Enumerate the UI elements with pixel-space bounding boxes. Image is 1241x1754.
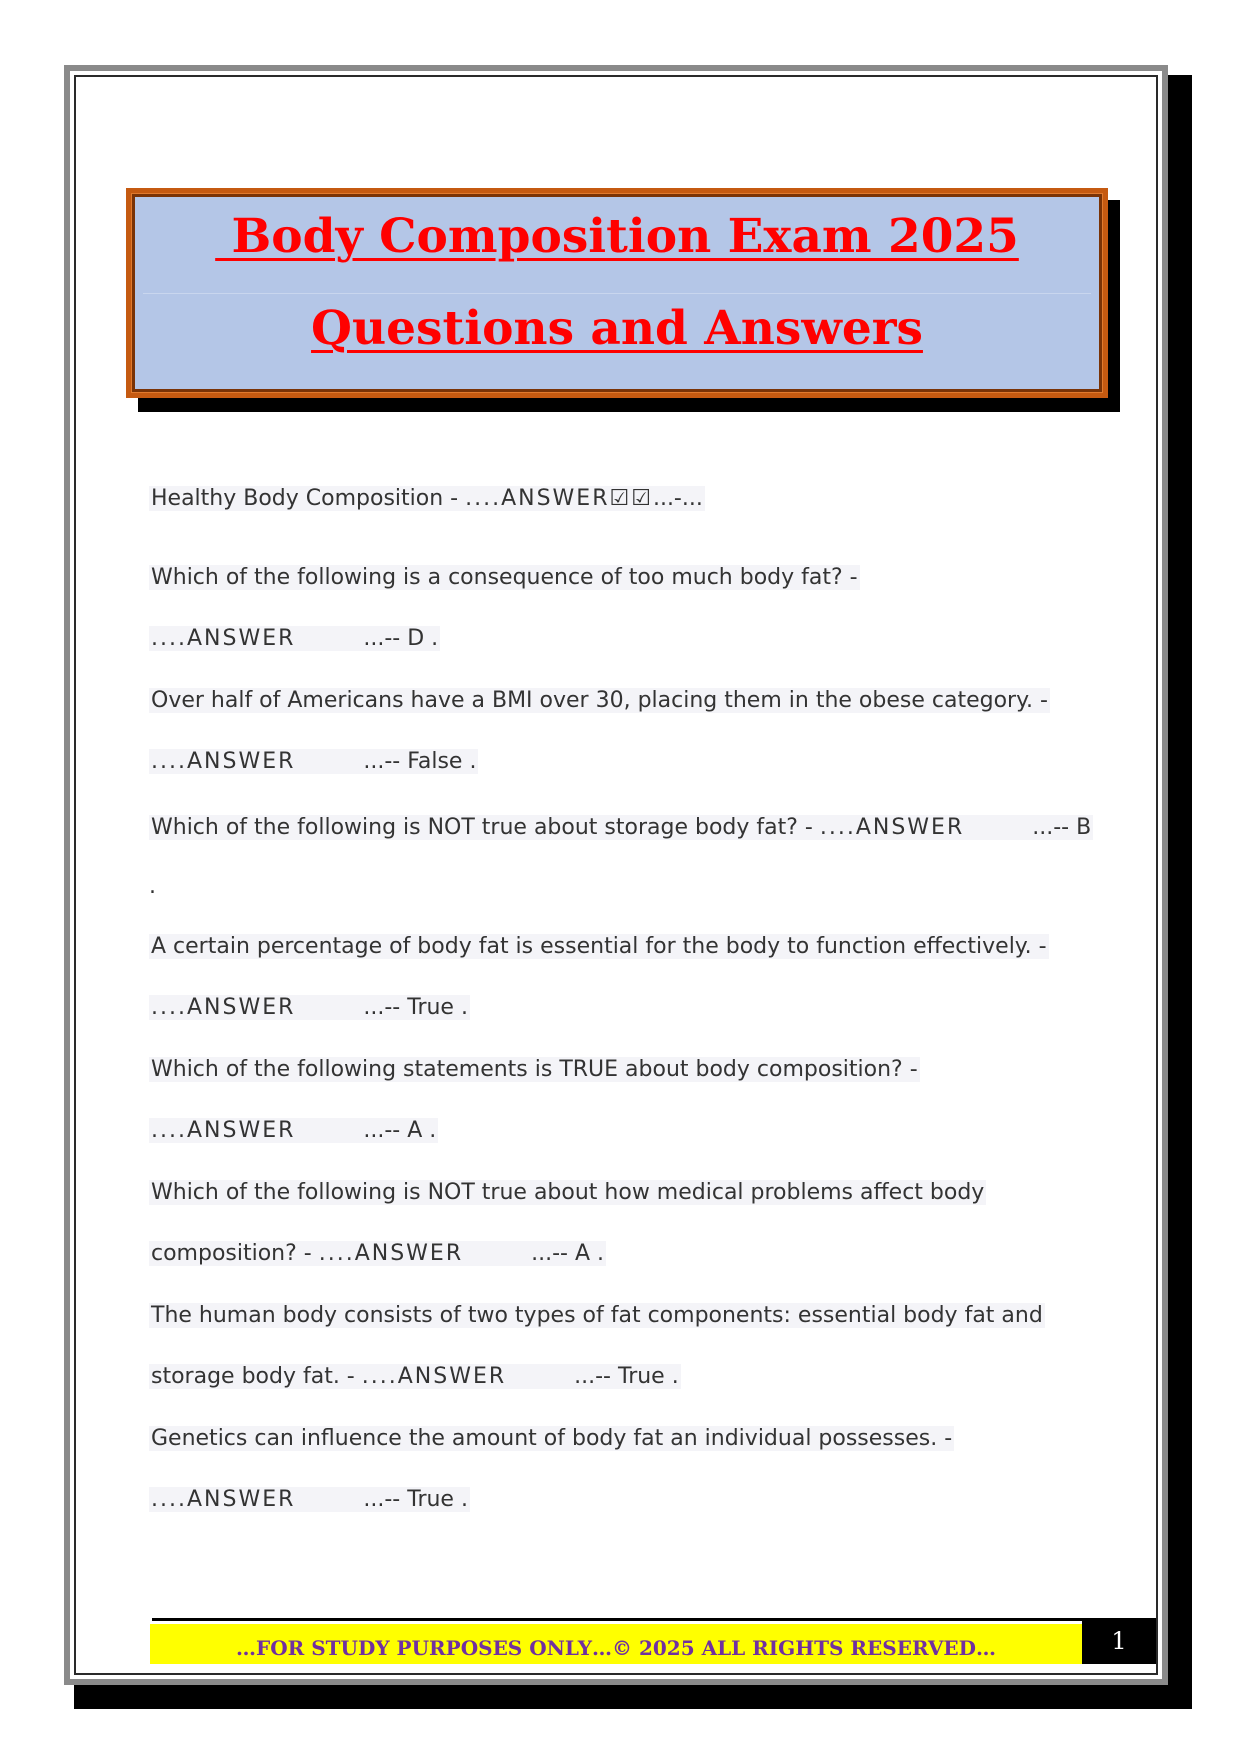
question-text: Over half of Americans have a BMI over 30, placing them in the obese category. - [151,688,1048,713]
answer-text: ...-- D . [363,626,439,651]
answer-label: ....ANSWER [361,1364,507,1389]
question-text-continued: composition? - [151,1241,319,1266]
title-line-2: Questions and Answers [311,301,923,356]
title-divider [143,293,1091,294]
question-text: Genetics can influence the amount of body fat an individual possesses. - [151,1426,953,1451]
title-line-1: Body Composition Exam 2025 [215,209,1019,264]
footer-banner: …FOR STUDY PURPOSES ONLY…© 2025 ALL RIGHTS RESERVED… [150,1624,1082,1664]
answer-text: ...-- True . [363,1487,468,1512]
qa-item-5 [149,932,1089,1023]
answer-label: ....ANSWER [151,626,296,651]
question-text: The human body consists of two types of fat components: essential body fat and [151,1303,1043,1328]
qa-item-6 [149,1055,1089,1146]
question-text: Which of the following is a consequence of too much body fat? - [151,565,858,590]
qa-item-4 [149,813,1092,902]
answer-label: ....ANSWER [318,1241,464,1266]
answer-label: ....ANSWER☑☑ [465,486,653,511]
qa-item-2 [149,563,1089,654]
qa-item-3 [149,686,1089,777]
page-number: 1 [1082,1618,1156,1664]
answer-text: ...-- A . [363,1118,437,1143]
question-text: Which of the following statements is TRUE about body composition? - [151,1057,918,1082]
qa-item-7 [149,1178,1089,1269]
answer-text: ...-... [652,486,703,511]
question-text: Which of the following is NOT true about storage body fat? - [151,815,820,840]
answer-text: ...-- False . [363,749,477,774]
answer-text: ...-- A . [531,1241,605,1266]
question-text: A certain percentage of body fat is essential for the body to function effectively. - [151,934,1047,959]
qa-item-9 [149,1424,1089,1515]
answer-label: ....ANSWER [151,1487,296,1512]
question-text: Which of the following is NOT true about how medical problems affect body [151,1180,985,1205]
answer-text: ...-- True . [574,1364,679,1389]
answer-label: ....ANSWER [151,749,296,774]
answer-text: ...-- True . [363,995,468,1020]
answer-text: ...-- B [1032,815,1092,840]
answer-label: ....ANSWER [151,1118,296,1143]
answer-label: ....ANSWER [819,815,965,840]
answer-label: ....ANSWER [151,995,296,1020]
qa-item-1 [149,484,1089,514]
answer-tail: . [149,874,156,899]
footer-rule [152,1618,1086,1621]
title-box [126,188,1108,398]
qa-item-8 [149,1301,1089,1392]
question-text: Healthy Body Composition - ....ANSWER☑☑...-... [151,486,703,511]
question-text-continued: storage body fat. - [151,1364,362,1389]
